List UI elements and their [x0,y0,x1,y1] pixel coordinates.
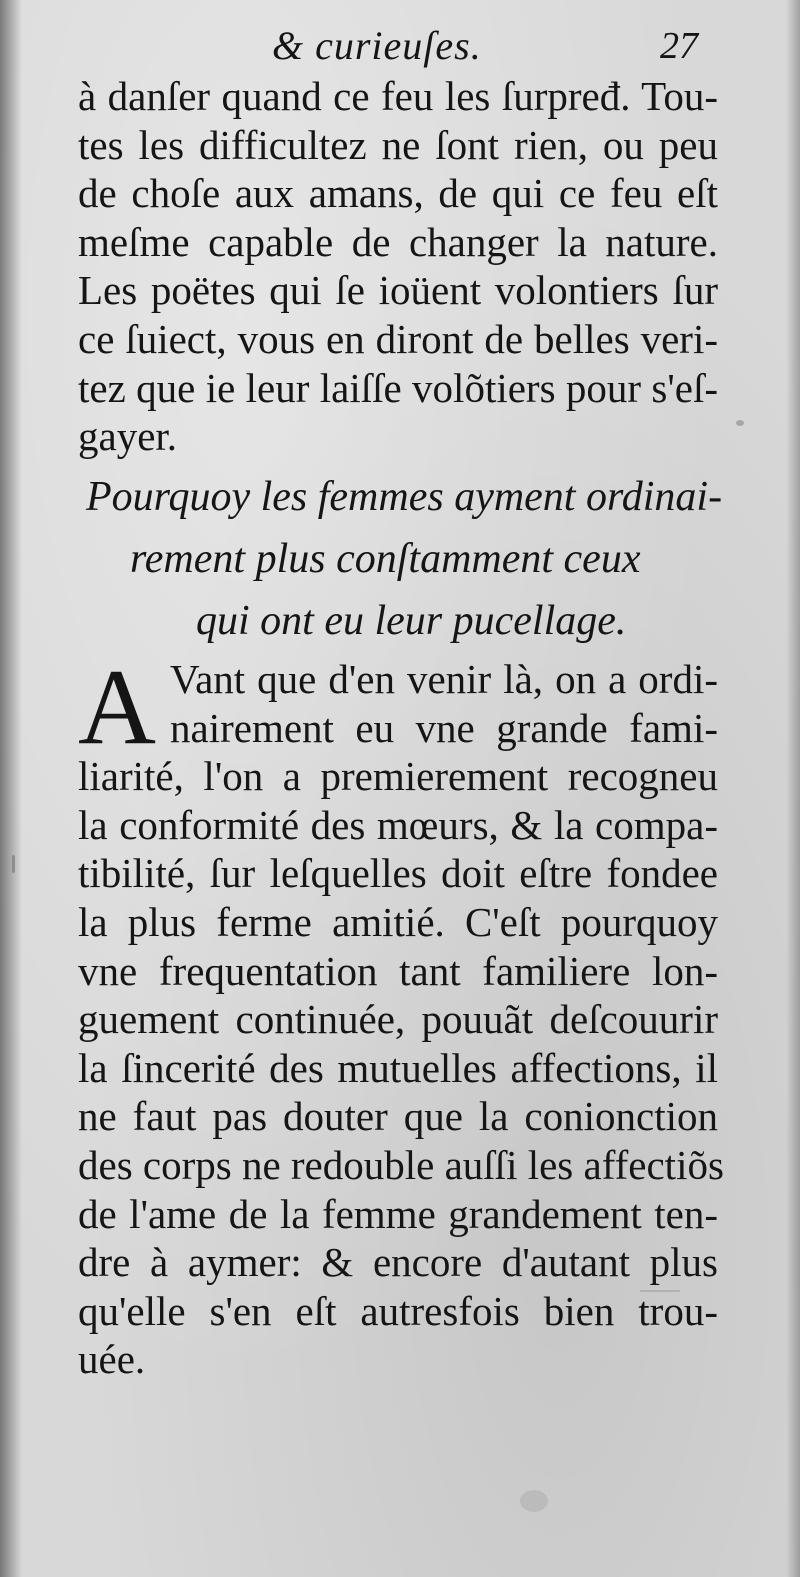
text-line: guement continuée, pouuãt deſcouurir [78,996,718,1043]
text-line: tez que ie leur laiſſe volõtiers pour s'eſ- [78,364,718,411]
text-line: gayer. [78,413,178,460]
page-number: 27 [660,25,698,67]
text-line: nairement eu vne grande fami- [170,704,718,751]
page-header [0,20,800,80]
text-line: dre à aymer: & encore d'autant plus [78,1239,718,1286]
chapter-heading [86,466,746,652]
text-line: la ſincerité des mutuelles affections, il [78,1044,718,1091]
text-line: à danſer quand ce feu les ſurpređ. Tou- [78,73,718,119]
text-line: des corps ne redouble auſſi les affectiõs [78,1141,724,1188]
text-line: meſme capable de changer la nature. [78,218,718,265]
text-line: de choſe aux amans, de qui ce feu eſt [78,170,718,217]
paragraph-body [78,648,724,1384]
text-line: ce ſuiect, vous en diront de belles veri- [78,315,718,362]
heading-line: rement plus conſtamment ceux [130,536,641,582]
text-line: ne faut pas douter que la conionction [78,1093,718,1140]
text-line: la conformité des mœurs, & la compa- [78,801,718,848]
gutter-shadow [0,0,22,1577]
paragraph-continued [78,72,718,461]
text-line: la plus ferme amitié. C'eſt pourquoy [78,898,718,945]
text-line: qu'elle s'en eſt autresfois bien trou- [78,1287,718,1334]
ink-speck [520,1490,548,1512]
text-line: tes les difficultez ne ſont rien, ou peu [78,121,718,168]
page-edge [786,0,800,1577]
text-line: Vant que d'en venir là, on a ordi- [170,656,718,702]
text-line: vne frequentation tant familiere lon- [78,947,718,994]
text-line: liarité, l'on a premierement recogneu [78,753,718,800]
ink-speck [640,1290,680,1292]
text-line: Les poëtes qui ſe ioüent volontiers ſur [78,267,718,314]
text-line: de l'ame de la femme grandement ten- [78,1190,718,1237]
ink-speck [736,420,744,426]
heading-line: Pourquoy les femmes ayment ordinai- [86,474,723,520]
running-title: & curieuſes. [272,23,482,68]
text-line: tibilité, ſur leſquelles doit eſtre fondee [78,850,718,897]
heading-line: qui ont eu leur pucellage. [196,598,627,644]
ink-speck [12,855,15,873]
drop-cap: A [78,648,156,767]
text-line: uée. [78,1336,146,1383]
